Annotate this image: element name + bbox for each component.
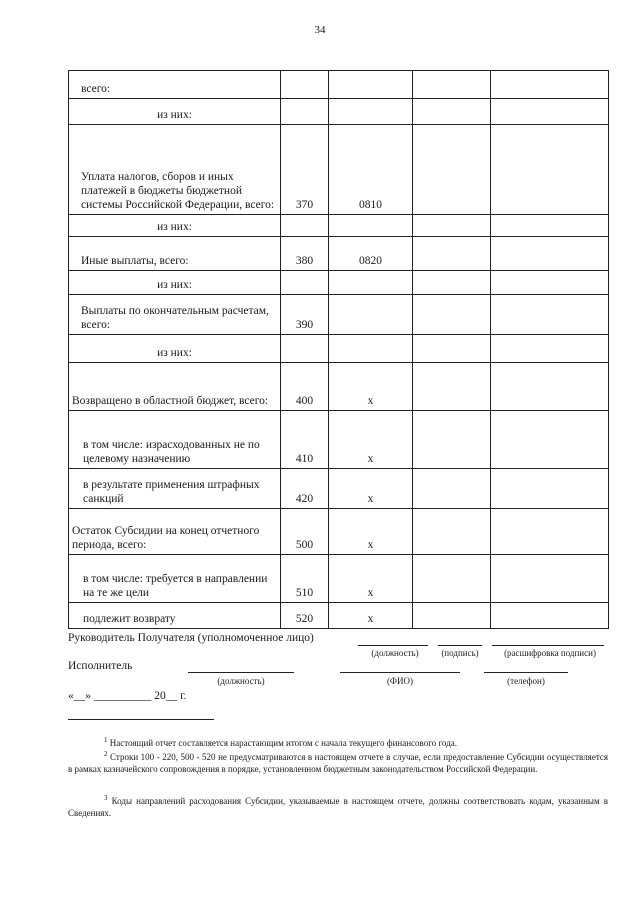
executor-label: Исполнитель [68, 660, 133, 672]
row-label: подлежит возврату [69, 603, 281, 629]
row-value-cell [491, 215, 609, 237]
table-row [69, 215, 609, 237]
row-value-cell [491, 99, 609, 125]
row-value-cell [491, 603, 609, 629]
row-value-cell [491, 125, 609, 215]
row-code: 420 [281, 469, 329, 509]
footnote-3: $^3$ Коды направлений расходования Субсидии, указываемые в настоящем отчете, должны соответствовать кодам, указанным в Сведениях. [68, 794, 608, 818]
row-label: Иные выплаты, всего: [69, 237, 281, 271]
table-row [69, 469, 609, 509]
head-signature-caption: (подпись) [441, 648, 479, 658]
report-table [68, 70, 609, 629]
table-row [69, 99, 609, 125]
row-value-cell [491, 335, 609, 363]
head-position-caption: (должность) [371, 648, 419, 658]
table-row [69, 71, 609, 99]
row-label: Уплата налогов, сборов и иных платежей в бюджеты бюджетной системы Российской Федерации, всего: [69, 125, 281, 215]
footnote-1: $^1$ Настоящий отчет составляется нарастающим итогом с начала текущего финансового года. [104, 736, 457, 748]
row-label: из них: [69, 99, 281, 125]
executor-fio-caption: (ФИО) [386, 676, 414, 686]
row-label: в том числе: израсходованных не по целевому назначению [69, 411, 281, 469]
row-value-cell [413, 363, 491, 411]
row-value-cell [413, 603, 491, 629]
row-value-cell [491, 411, 609, 469]
executor-position-caption: (должность) [217, 676, 265, 686]
row-direction-code [329, 335, 413, 363]
executor-phone-caption: (телефон) [507, 676, 545, 686]
row-value-cell [413, 509, 491, 555]
row-value-cell [491, 363, 609, 411]
table-row [69, 335, 609, 363]
row-value-cell [413, 295, 491, 335]
table-row [69, 411, 609, 469]
row-code: 380 [281, 237, 329, 271]
table-row [69, 509, 609, 555]
row-direction-code: x [329, 363, 413, 411]
row-label: из них: [69, 271, 281, 295]
row-direction-code: x [329, 469, 413, 509]
row-direction-code [329, 295, 413, 335]
row-value-cell [413, 71, 491, 99]
head-position-line [358, 645, 428, 646]
row-direction-code: x [329, 411, 413, 469]
table-row [69, 555, 609, 603]
row-label: всего: [69, 71, 281, 99]
table-row [69, 363, 609, 411]
row-code [281, 99, 329, 125]
row-code: 500 [281, 509, 329, 555]
row-value-cell [491, 509, 609, 555]
executor-fio-line [340, 672, 460, 673]
row-value-cell [413, 99, 491, 125]
executor-position-line [188, 672, 294, 673]
table-row [69, 271, 609, 295]
row-code [281, 215, 329, 237]
row-value-cell [413, 125, 491, 215]
row-direction-code: x [329, 603, 413, 629]
row-direction-code [329, 215, 413, 237]
row-direction-code: x [329, 509, 413, 555]
report-table-body [69, 71, 609, 629]
row-direction-code: 0810 [329, 125, 413, 215]
row-code [281, 335, 329, 363]
row-label: из них: [69, 215, 281, 237]
table-row [69, 603, 609, 629]
table-row [69, 237, 609, 271]
head-signature-line [438, 645, 482, 646]
row-value-cell [491, 237, 609, 271]
table-row [69, 125, 609, 215]
row-value-cell [413, 237, 491, 271]
row-value-cell [413, 555, 491, 603]
row-value-cell [413, 271, 491, 295]
row-label: в результате применения штрафных санкций [69, 469, 281, 509]
row-code: 510 [281, 555, 329, 603]
row-value-cell [413, 335, 491, 363]
footnote-2: $^2$ Строки 100 - 220, 500 - 520 не предусматриваются в настоящем отчете в случае, если предоставление Субсидии осуществляется в рамках казначейского сопровождения в порядке, установленном бюджетным законодательством Российской Федерации. [68, 750, 608, 774]
row-label: из них: [69, 335, 281, 363]
row-value-cell [491, 295, 609, 335]
row-value-cell [413, 469, 491, 509]
date-line: «__» __________ 20__ г. [68, 690, 187, 702]
table-row [69, 295, 609, 335]
executor-phone-line [484, 672, 568, 673]
row-code: 390 [281, 295, 329, 335]
row-value-cell [491, 71, 609, 99]
row-code: 520 [281, 603, 329, 629]
row-code [281, 271, 329, 295]
head-label: Руководитель Получателя (уполномоченное лицо) [68, 632, 314, 644]
row-value-cell [413, 215, 491, 237]
footnote-separator [68, 719, 214, 720]
head-decoding-line [492, 645, 604, 646]
page-number: 34 [314, 24, 326, 36]
row-code: 410 [281, 411, 329, 469]
row-value-cell [413, 411, 491, 469]
row-direction-code [329, 271, 413, 295]
row-label: Выплаты по окончательным расчетам, всего: [69, 295, 281, 335]
row-direction-code [329, 99, 413, 125]
row-direction-code: x [329, 555, 413, 603]
row-value-cell [491, 271, 609, 295]
row-label: Возвращено в областной бюджет, всего: [69, 363, 281, 411]
row-code [281, 71, 329, 99]
row-direction-code: 0820 [329, 237, 413, 271]
row-label: в том числе: требуется в направлении на те же цели [69, 555, 281, 603]
row-code: 370 [281, 125, 329, 215]
head-decoding-caption: (расшифровка подписи) [504, 648, 596, 658]
row-value-cell [491, 555, 609, 603]
row-direction-code [329, 71, 413, 99]
row-label: Остаток Субсидии на конец отчетного периода, всего: [69, 509, 281, 555]
row-code: 400 [281, 363, 329, 411]
row-value-cell [491, 469, 609, 509]
